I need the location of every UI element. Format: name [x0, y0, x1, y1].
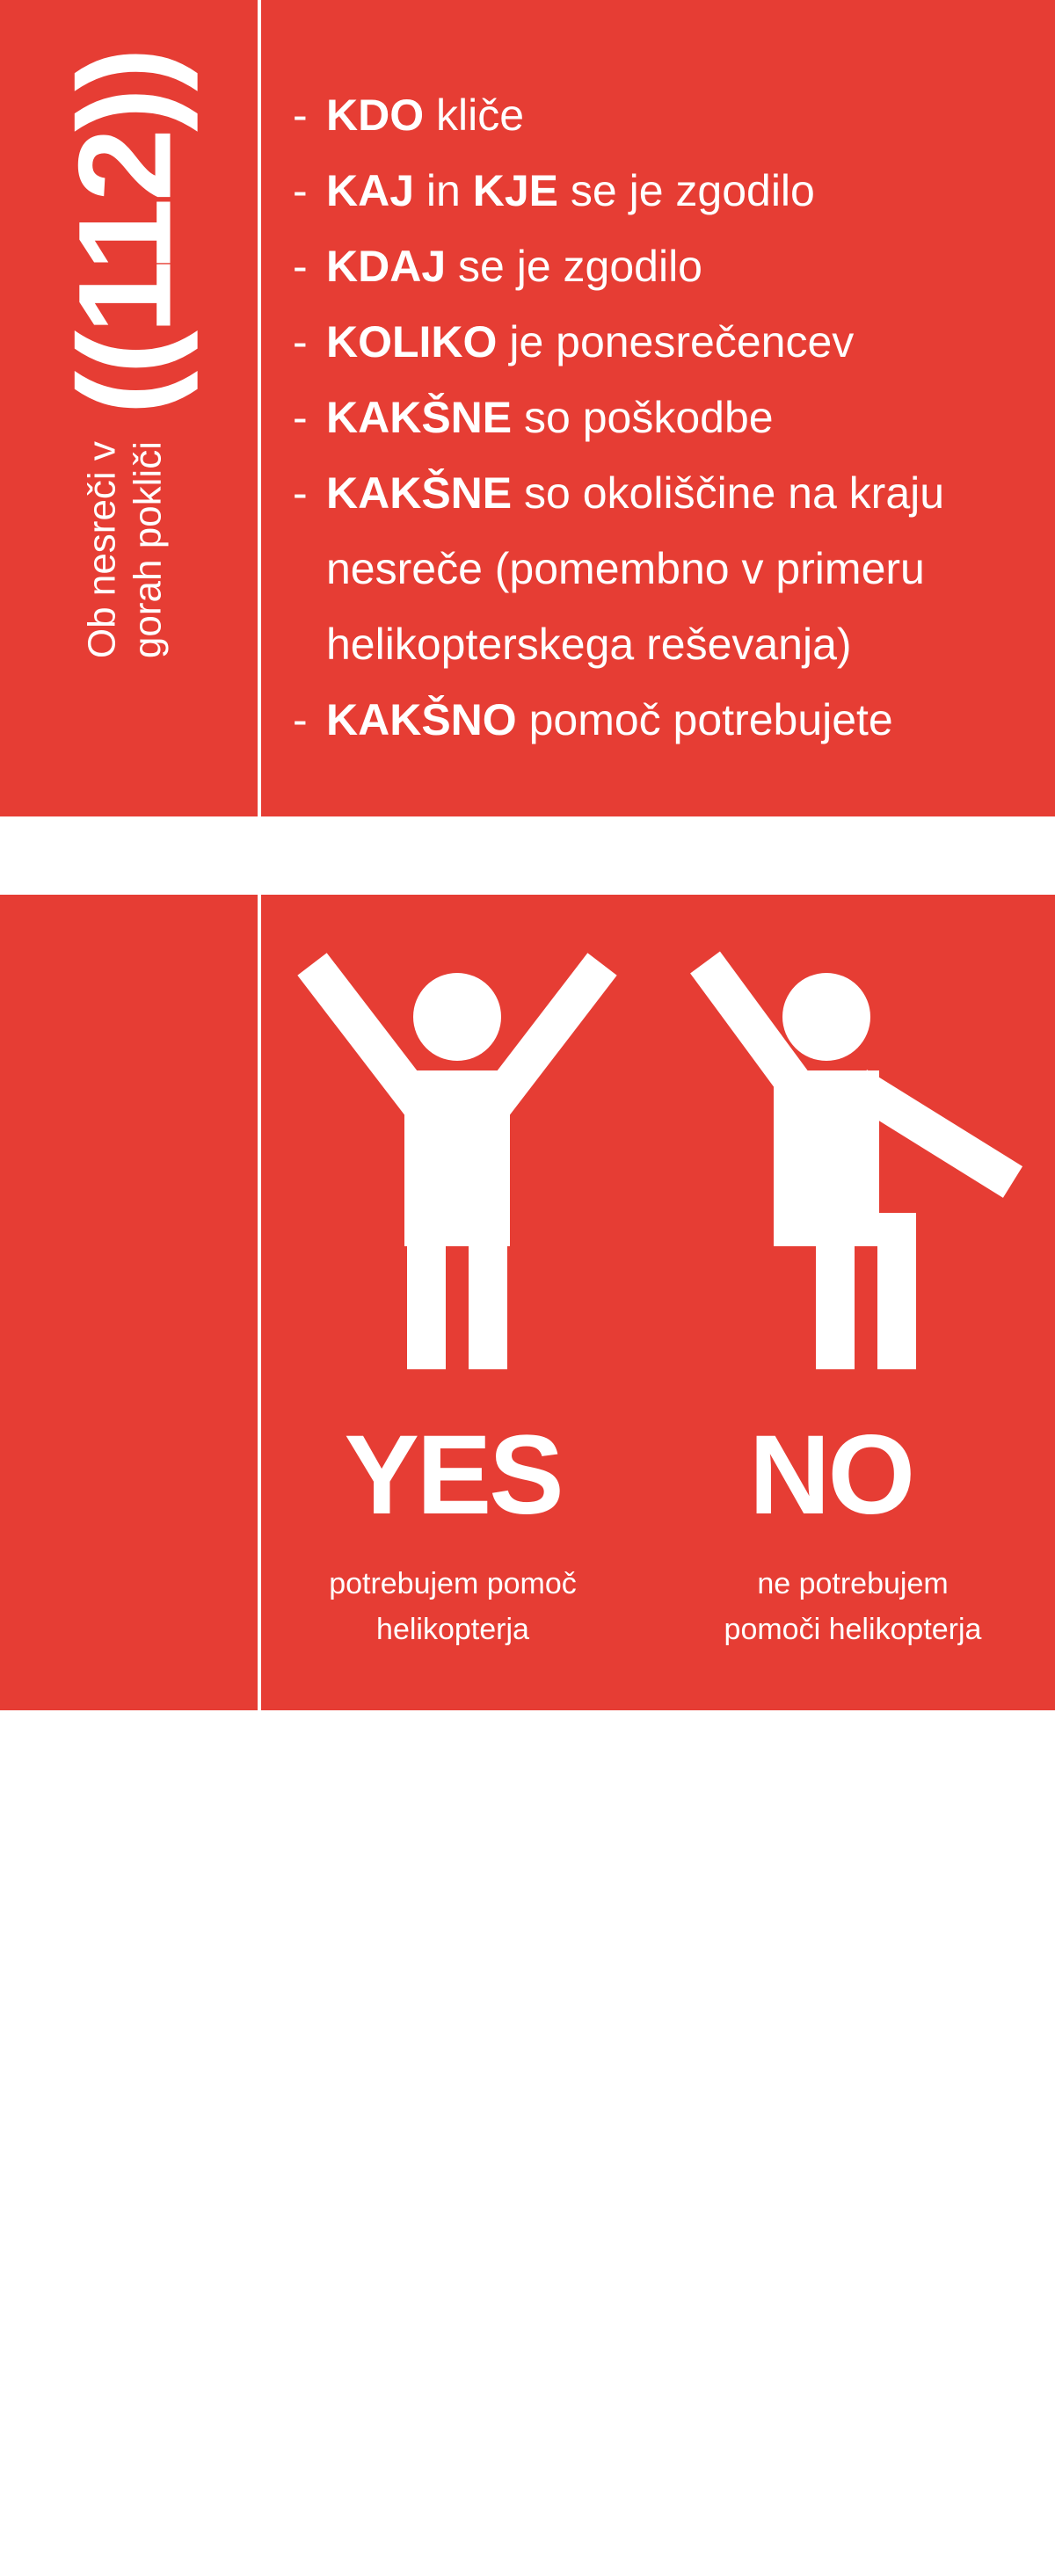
checklist-item: - KDO kliče — [293, 91, 525, 140]
signal-caption-line-3: bližini nesreče še ni reševalcev! — [149, 2057, 192, 2576]
checklist-item: - KAJ in KJE se je zgodilo — [293, 166, 815, 215]
no-caption-line-1: ne potrebujem — [757, 1567, 949, 1600]
signal-side-caption — [62, 1803, 192, 2576]
signal-caption-line-2: helikopterja uporabite le, če v — [106, 2095, 149, 2576]
no-caption — [677, 1561, 1029, 1652]
emergency-number: ((112)) — [50, 51, 199, 415]
yes-caption — [281, 1561, 624, 1652]
checklist-item: - KAKŠNE so poškodbe — [293, 393, 774, 442]
yes-caption-line-1: potrebujem pomoč — [329, 1567, 577, 1600]
call-side-caption — [49, 51, 201, 789]
checklist-item: - KAKŠNO pomoč potrebujete — [293, 695, 893, 744]
yes-caption-line-2: helikopterja — [376, 1613, 529, 1646]
no-label: NO — [749, 1412, 913, 1538]
checklist-continuation: nesreče (pomembno v primeru — [326, 544, 925, 593]
emergency-call-panel — [0, 0, 1055, 816]
yes-label: YES — [344, 1412, 562, 1538]
checklist-continuation: helikopterskega reševanja) — [326, 620, 852, 669]
checklist-item: - KDAJ se je zgodilo — [293, 242, 702, 291]
no-caption-line-2: pomoči helikopterja — [724, 1613, 982, 1646]
call-caption-line-1: Ob nesreči v — [80, 441, 124, 659]
checklist-item: - KOLIKO je ponesrečencev — [293, 317, 855, 366]
vertical-divider — [258, 0, 261, 816]
call-caption-line-2: gorah pokliči — [126, 441, 169, 659]
call-caption-text — [80, 441, 171, 658]
checklist-item: - KAKŠNE so okoliščine na kraju — [293, 468, 945, 518]
call-checklist — [293, 77, 1031, 758]
person-both-arms-raised-icon — [290, 932, 624, 1371]
vertical-divider — [258, 895, 261, 1710]
person-one-arm-up-one-arm-down-icon — [686, 932, 1037, 1371]
signal-caption-line-1: Mednarodna znaka za pomoč — [63, 2089, 106, 2576]
